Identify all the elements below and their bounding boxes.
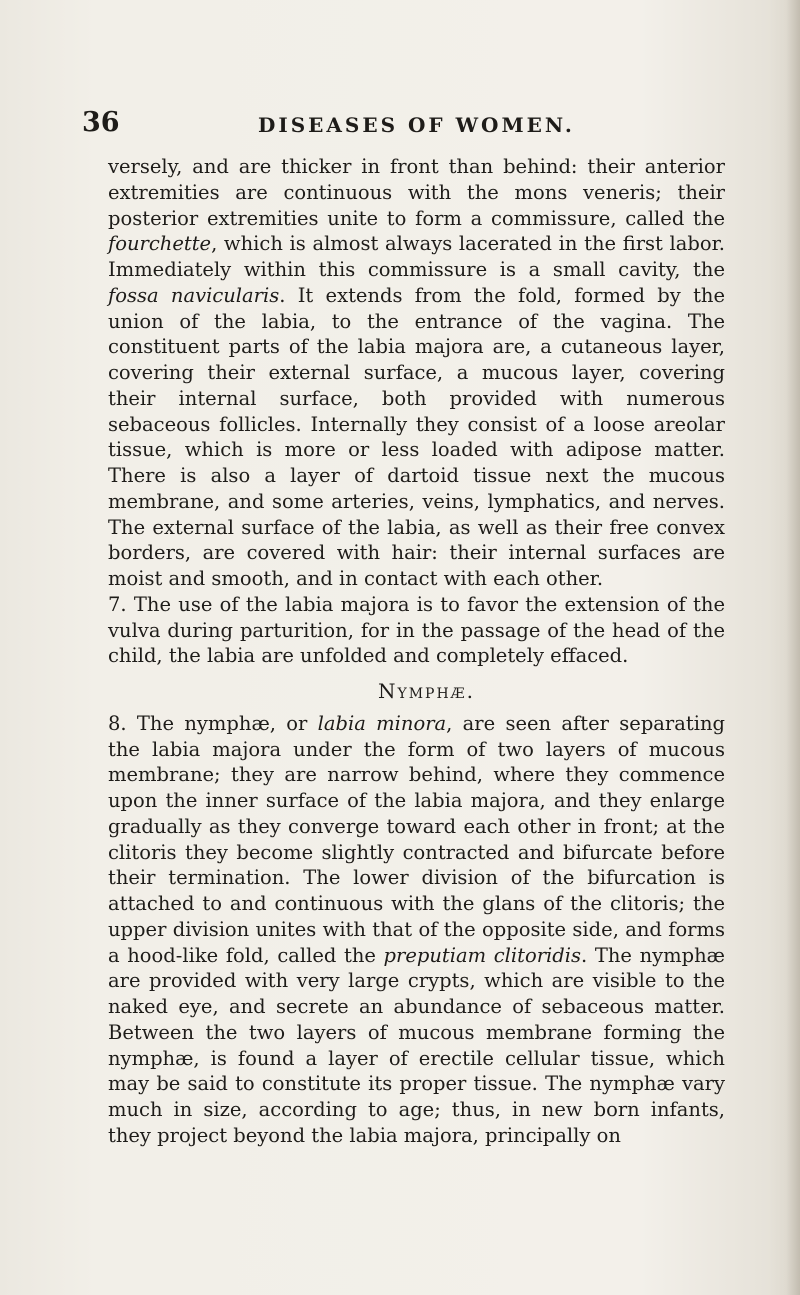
text-run: versely, and are thicker in front than behind: their anterior extremities are continuous with the mons veneris; their posterior extremities unite to form a commissure, called the — [108, 155, 725, 230]
italic-term: fossa navicularis — [108, 283, 280, 307]
text-run: . The nymphæ are provided with very large crypts, which are visible to the naked eye, and secrete an abundance of sebaceous matter. Between the two layers of mucous membrane forming the nymphæ, is found a layer of erectile cellular tissue, which may be said to constitute its proper tissue. The nymphæ vary much in size, according to age; thus, in new born infants, they project beyond the labia majora, principally on — [108, 943, 726, 1147]
text-run: , are seen after separating the labia majora under the form of two layers of mucous membrane; they are narrow behind, where they commence upon the inner surface of the labia majora, and they enlarge gradually as they converge toward each other in front; at the clitoris they become slightly contracted and bifurcate before their termination. The lower division of the bifurcation is attached to and continuous with the glans of the clitoris; the upper division unites with that of the opposite side, and forms a hood-like fold, called the — [108, 711, 725, 967]
text-run: 7. The use of the labia majora is to favor the extension of the vulva during parturition, for in the passage of the head of the child, the labia are unfolded and completely effaced. — [108, 592, 725, 668]
text-run: . It extends from the fold, formed by the union of the labia, to the entrance of the vagina. The constituent parts of the labia majora are, a cutaneous layer, covering their external surface, a mucous layer, covering their internal surface, both provided with numerous sebaceous follicles. Internally they consist of a loose areolar tissue, which is more or less loaded with adipose matter. There is also a layer of dartoid tissue next the mucous membrane, and some arteries, veins, lymphatics, and nerves. The external surface of the labia, as well as their free convex borders, are covered with hair: their internal surfaces are moist and smooth, and in contact with each other. — [108, 283, 726, 590]
page-edge-shadow — [786, 0, 800, 1295]
paragraph — [108, 154, 725, 592]
body-text — [108, 154, 725, 1149]
paragraphs-before-heading — [108, 154, 725, 669]
italic-term: labia minora — [317, 711, 447, 735]
italic-term: preputiam clitoridis — [383, 943, 582, 967]
italic-term: fourchette — [108, 232, 212, 256]
paragraph — [108, 592, 725, 669]
paragraphs-after-heading — [108, 711, 725, 1149]
running-head: DISEASES OF WOMEN. — [258, 113, 575, 137]
page-header — [82, 106, 722, 140]
page-number: 36 — [82, 107, 120, 138]
section-heading: Nymphæ. — [377, 679, 476, 703]
text-run: , which is almost always lacerated in the first labor. Immediately within this commissure is a small cavity, the — [108, 232, 725, 281]
paragraph — [108, 711, 725, 1149]
text-run: 8. The nymphæ, or — [108, 711, 318, 735]
